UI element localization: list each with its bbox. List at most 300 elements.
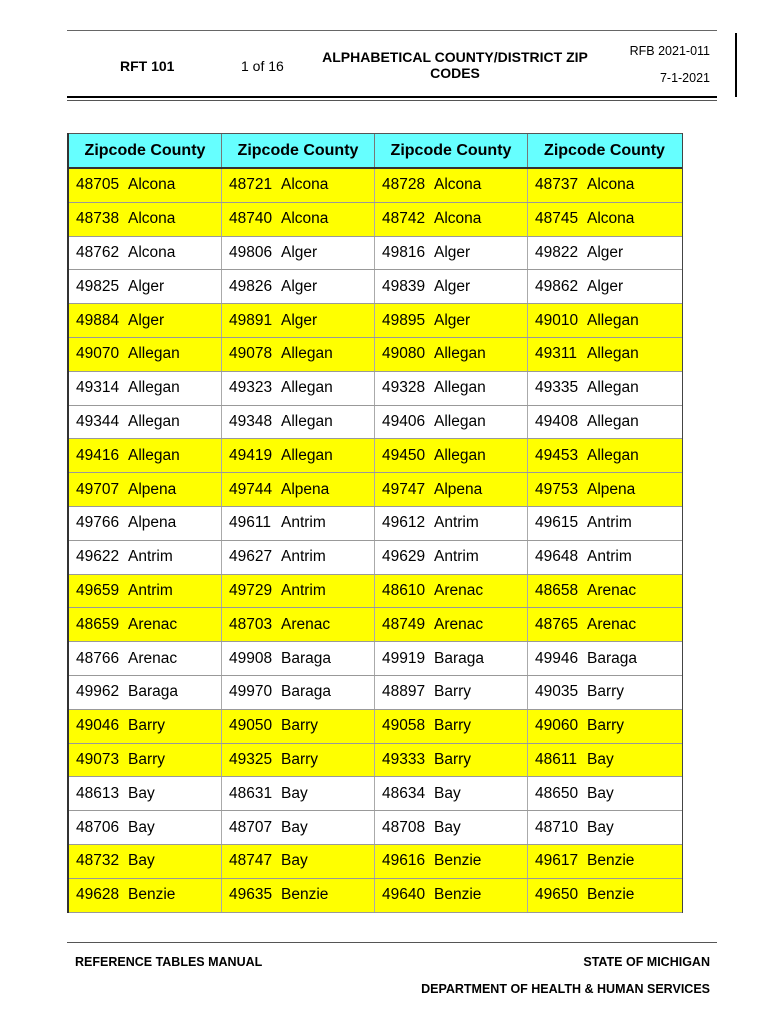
county-name: Baraga (587, 649, 637, 667)
zipcode: 49766 (76, 514, 120, 532)
zipcode: 49450 (382, 446, 426, 464)
table-cell (528, 304, 681, 337)
zipcode: 49323 (229, 379, 273, 397)
table-cell (69, 608, 222, 641)
county-name: Allegan (434, 345, 486, 363)
table-cell (528, 710, 681, 743)
county-name: Alpena (434, 480, 483, 498)
table-cell (375, 338, 528, 371)
county-name: Allegan (281, 379, 333, 397)
county-name: Arenac (587, 581, 637, 599)
table-cell (375, 439, 528, 472)
table-cell (375, 879, 528, 912)
county-name: Antrim (281, 514, 326, 532)
county-name: Arenac (587, 615, 637, 633)
table-cell (69, 676, 222, 709)
table-cell (69, 338, 222, 371)
zipcode: 49622 (76, 548, 120, 566)
county-name: Alpena (281, 480, 330, 498)
table-row (69, 439, 682, 473)
zipcode: 49962 (76, 683, 120, 701)
zipcode: 49325 (229, 750, 273, 768)
table-cell (222, 372, 375, 405)
table-row (69, 777, 682, 811)
zipcode: 49408 (535, 412, 579, 430)
county-name: Barry (434, 717, 472, 735)
table-cell (222, 845, 375, 878)
county-name: Alpena (587, 480, 636, 498)
table-cell (69, 507, 222, 540)
county-name: Alger (281, 311, 318, 329)
table-cell (375, 845, 528, 878)
zipcode: 49058 (382, 717, 426, 735)
table-cell (528, 879, 681, 912)
county-name: Baraga (281, 649, 331, 667)
zipcode: 48705 (76, 176, 120, 194)
table-cell (528, 372, 681, 405)
zipcode: 49826 (229, 277, 273, 295)
zipcode: 49612 (382, 514, 426, 532)
zipcode: 49060 (535, 717, 579, 735)
county-name: Bay (587, 784, 614, 802)
rfb-number: RFB 2021-011 (629, 44, 710, 58)
table-cell (375, 811, 528, 844)
footer-state: STATE OF MICHIGAN (583, 955, 710, 969)
county-name: Barry (128, 750, 166, 768)
table-cell (375, 270, 528, 303)
zipcode: 48634 (382, 784, 426, 802)
table-cell (222, 575, 375, 608)
zipcode: 48766 (76, 649, 120, 667)
zipcode: 48749 (382, 615, 426, 633)
table-row (69, 473, 682, 507)
table-cell (222, 473, 375, 506)
county-name: Alcona (281, 176, 329, 194)
zipcode: 49344 (76, 412, 120, 430)
county-name: Antrim (128, 581, 173, 599)
document-title (300, 49, 610, 81)
table-cell (69, 744, 222, 777)
zipcode: 49628 (76, 886, 120, 904)
county-name: Allegan (587, 446, 639, 464)
zipcode: 49862 (535, 277, 579, 295)
zipcode: 49010 (535, 311, 579, 329)
county-name: Barry (281, 717, 319, 735)
zipcode: 48745 (535, 210, 579, 228)
table-cell (528, 676, 681, 709)
table-cell (375, 608, 528, 641)
county-name: Allegan (128, 379, 180, 397)
county-name: Bay (128, 818, 155, 836)
county-name: Alger (281, 277, 318, 295)
table-cell (528, 642, 681, 675)
zipcode: 49707 (76, 480, 120, 498)
column-header: Zipcode County (69, 134, 222, 167)
table-cell (528, 744, 681, 777)
zipcode: 49640 (382, 886, 426, 904)
zipcode: 48740 (229, 210, 273, 228)
county-name: Alcona (281, 210, 329, 228)
table-cell (375, 575, 528, 608)
table-row (69, 270, 682, 304)
county-name: Alger (587, 243, 624, 261)
table-cell (222, 270, 375, 303)
county-name: Antrim (434, 514, 479, 532)
zipcode: 48897 (382, 683, 426, 701)
county-name: Arenac (128, 649, 178, 667)
zipcode: 49908 (229, 649, 273, 667)
table-row (69, 203, 682, 237)
table-cell (69, 575, 222, 608)
county-name: Barry (128, 717, 166, 735)
table-cell (222, 237, 375, 270)
county-name: Allegan (587, 311, 639, 329)
footer-rule (67, 942, 717, 943)
zipcode: 49419 (229, 446, 273, 464)
table-cell (528, 575, 681, 608)
table-cell (222, 811, 375, 844)
table-cell (222, 608, 375, 641)
county-name: Alger (434, 311, 471, 329)
county-name: Allegan (281, 412, 333, 430)
county-name: Arenac (434, 615, 484, 633)
column-header: Zipcode County (222, 134, 375, 167)
zipcode: 49816 (382, 243, 426, 261)
table-cell (69, 777, 222, 810)
county-name: Bay (587, 750, 614, 768)
table-body (69, 169, 682, 913)
table-cell (69, 811, 222, 844)
zipcode: 49753 (535, 480, 579, 498)
zipcode: 48762 (76, 243, 120, 261)
table-cell (375, 710, 528, 743)
table-row (69, 237, 682, 271)
zipcode: 49648 (535, 548, 579, 566)
table-cell (222, 744, 375, 777)
table-cell (528, 338, 681, 371)
county-name: Bay (587, 818, 614, 836)
county-name: Bay (128, 852, 155, 870)
table-header-row (69, 133, 682, 169)
zipcode: 49970 (229, 683, 273, 701)
margin-change-bar (735, 33, 737, 97)
county-name: Baraga (128, 683, 178, 701)
table-row (69, 304, 682, 338)
county-name: Arenac (434, 581, 484, 599)
table-cell (69, 372, 222, 405)
table-cell (69, 203, 222, 236)
zipcode: 48659 (76, 615, 120, 633)
zipcode: 49050 (229, 717, 273, 735)
county-name: Antrim (587, 548, 632, 566)
zipcode: 48742 (382, 210, 426, 228)
table-cell (69, 541, 222, 574)
table-cell (528, 203, 681, 236)
county-name: Alger (434, 243, 471, 261)
zipcode-table (67, 133, 683, 913)
county-name: Alger (434, 277, 471, 295)
table-cell (528, 473, 681, 506)
table-cell (222, 304, 375, 337)
county-name: Bay (281, 852, 308, 870)
zipcode: 49635 (229, 886, 273, 904)
county-name: Benzie (587, 886, 635, 904)
table-cell (528, 169, 681, 202)
zipcode: 49946 (535, 649, 579, 667)
table-cell (528, 777, 681, 810)
table-cell (222, 169, 375, 202)
county-name: Allegan (128, 345, 180, 363)
table-cell (69, 473, 222, 506)
zipcode: 49335 (535, 379, 579, 397)
table-cell (375, 473, 528, 506)
table-cell (69, 169, 222, 202)
zipcode: 49895 (382, 311, 426, 329)
table-cell (222, 710, 375, 743)
zipcode: 48611 (535, 750, 577, 768)
county-name: Arenac (128, 615, 178, 633)
zipcode: 49891 (229, 311, 273, 329)
table-cell (375, 507, 528, 540)
table-cell (375, 372, 528, 405)
zipcode: 49617 (535, 852, 579, 870)
county-name: Alcona (128, 210, 176, 228)
zipcode: 48728 (382, 176, 426, 194)
table-row (69, 169, 682, 203)
title-line-1: ALPHABETICAL COUNTY/DISTRICT ZIP (322, 49, 588, 65)
table-cell (222, 541, 375, 574)
table-cell (222, 879, 375, 912)
footer-manual-name: REFERENCE TABLES MANUAL (75, 955, 263, 969)
table-row (69, 744, 682, 778)
county-name: Baraga (434, 649, 484, 667)
zipcode: 49747 (382, 480, 426, 498)
zipcode: 49314 (76, 379, 120, 397)
table-cell (69, 845, 222, 878)
county-name: Alcona (434, 176, 482, 194)
county-name: Benzie (434, 886, 482, 904)
county-name: Baraga (281, 683, 331, 701)
table-row (69, 879, 682, 913)
zipcode: 49035 (535, 683, 579, 701)
zipcode: 48703 (229, 615, 273, 633)
county-name: Allegan (434, 412, 486, 430)
zipcode: 48610 (382, 581, 426, 599)
zipcode: 49839 (382, 277, 426, 295)
table-cell (528, 406, 681, 439)
county-name: Alpena (128, 514, 177, 532)
zipcode: 49348 (229, 412, 273, 430)
header-bottom-rule-thin (67, 100, 717, 101)
table-cell (375, 541, 528, 574)
table-cell (528, 811, 681, 844)
zipcode: 49078 (229, 345, 273, 363)
table-cell (69, 237, 222, 270)
county-name: Antrim (434, 548, 479, 566)
zipcode: 49080 (382, 345, 426, 363)
table-cell (375, 642, 528, 675)
column-header: Zipcode County (544, 141, 665, 159)
table-cell (222, 642, 375, 675)
table-cell (222, 203, 375, 236)
table-cell (69, 439, 222, 472)
county-name: Benzie (281, 886, 329, 904)
table-row (69, 676, 682, 710)
zipcode: 49070 (76, 345, 120, 363)
table-row (69, 338, 682, 372)
county-name: Alpena (128, 480, 177, 498)
table-cell (528, 439, 681, 472)
county-name: Allegan (587, 379, 639, 397)
table-row (69, 642, 682, 676)
table-row (69, 608, 682, 642)
zipcode: 49046 (76, 717, 120, 735)
table-cell (222, 676, 375, 709)
table-row (69, 372, 682, 406)
table-cell (69, 879, 222, 912)
table-cell (528, 237, 681, 270)
zipcode: 49884 (76, 311, 120, 329)
zipcode: 48710 (535, 818, 579, 836)
table-cell (528, 507, 681, 540)
table-cell (69, 270, 222, 303)
zipcode: 49333 (382, 750, 426, 768)
county-name: Antrim (128, 548, 173, 566)
county-name: Bay (434, 818, 461, 836)
county-name: Allegan (128, 412, 180, 430)
county-name: Antrim (587, 514, 632, 532)
county-name: Allegan (281, 345, 333, 363)
zipcode: 49311 (535, 345, 577, 363)
table-cell (69, 710, 222, 743)
zipcode: 49406 (382, 412, 426, 430)
zipcode: 49073 (76, 750, 120, 768)
table-cell (375, 203, 528, 236)
zipcode: 49919 (382, 649, 426, 667)
county-name: Alcona (587, 176, 635, 194)
zipcode: 48747 (229, 852, 273, 870)
table-row (69, 406, 682, 440)
county-name: Antrim (281, 548, 326, 566)
table-row (69, 575, 682, 609)
zipcode: 49629 (382, 548, 426, 566)
header-bottom-rule (67, 96, 717, 98)
table-cell (375, 406, 528, 439)
county-name: Benzie (128, 886, 176, 904)
table-row (69, 811, 682, 845)
zipcode: 48707 (229, 818, 273, 836)
table-cell (375, 304, 528, 337)
table-cell (375, 676, 528, 709)
zipcode: 49616 (382, 852, 426, 870)
table-cell (528, 541, 681, 574)
county-name: Arenac (281, 615, 331, 633)
county-name: Benzie (434, 852, 482, 870)
county-name: Barry (434, 683, 472, 701)
county-name: Allegan (128, 446, 180, 464)
county-name: Allegan (587, 412, 639, 430)
zipcode: 49627 (229, 548, 273, 566)
zipcode: 48765 (535, 615, 579, 633)
county-name: Allegan (434, 446, 486, 464)
county-name: Bay (281, 784, 308, 802)
table-row (69, 845, 682, 879)
zipcode: 49806 (229, 243, 273, 261)
zipcode: 49825 (76, 277, 120, 295)
zipcode: 48613 (76, 784, 120, 802)
title-line-2: CODES (430, 65, 480, 81)
table-cell (528, 608, 681, 641)
table-cell (69, 642, 222, 675)
zipcode: 49611 (229, 514, 271, 532)
county-name: Barry (281, 750, 319, 768)
county-name: Alcona (434, 210, 482, 228)
county-name: Barry (587, 717, 625, 735)
table-cell (375, 777, 528, 810)
table-row (69, 541, 682, 575)
zipcode: 48650 (535, 784, 579, 802)
county-name: Bay (434, 784, 461, 802)
zipcode: 48708 (382, 818, 426, 836)
zipcode: 48631 (229, 784, 273, 802)
county-name: Alcona (587, 210, 635, 228)
table-cell (528, 845, 681, 878)
table-cell (222, 777, 375, 810)
county-name: Alger (128, 311, 165, 329)
table-cell (375, 744, 528, 777)
zipcode: 49615 (535, 514, 579, 532)
county-name: Alcona (128, 176, 176, 194)
county-name: Barry (434, 750, 472, 768)
county-name: Alger (128, 277, 165, 295)
table-cell (375, 237, 528, 270)
county-name: Antrim (281, 581, 326, 599)
column-header: Zipcode County (375, 134, 528, 167)
zipcode: 48737 (535, 176, 579, 194)
table-row (69, 710, 682, 744)
zipcode: 48721 (229, 176, 273, 194)
zipcode: 48738 (76, 210, 120, 228)
zipcode: 49328 (382, 379, 426, 397)
zipcode: 48706 (76, 818, 120, 836)
table-cell (222, 406, 375, 439)
zipcode: 48658 (535, 581, 579, 599)
zipcode: 49729 (229, 581, 273, 599)
table-row (69, 507, 682, 541)
table-cell (528, 270, 681, 303)
header-top-rule (67, 30, 717, 31)
county-name: Benzie (587, 852, 635, 870)
table-cell (222, 507, 375, 540)
county-name: Alcona (128, 243, 176, 261)
zipcode: 49822 (535, 243, 579, 261)
zipcode: 49650 (535, 886, 579, 904)
county-name: Barry (587, 683, 625, 701)
table-cell (375, 169, 528, 202)
page-number: 1 of 16 (241, 58, 284, 74)
county-name: Allegan (434, 379, 486, 397)
revision-date: 7-1-2021 (659, 71, 710, 85)
form-id: RFT 101 (120, 58, 175, 74)
zipcode: 49416 (76, 446, 120, 464)
table-cell (69, 406, 222, 439)
county-name: Alger (587, 277, 624, 295)
county-name: Allegan (281, 446, 333, 464)
county-name: Bay (128, 784, 155, 802)
county-name: Bay (281, 818, 308, 836)
footer-department: DEPARTMENT OF HEALTH & HUMAN SERVICES (421, 982, 710, 996)
table-cell (69, 304, 222, 337)
